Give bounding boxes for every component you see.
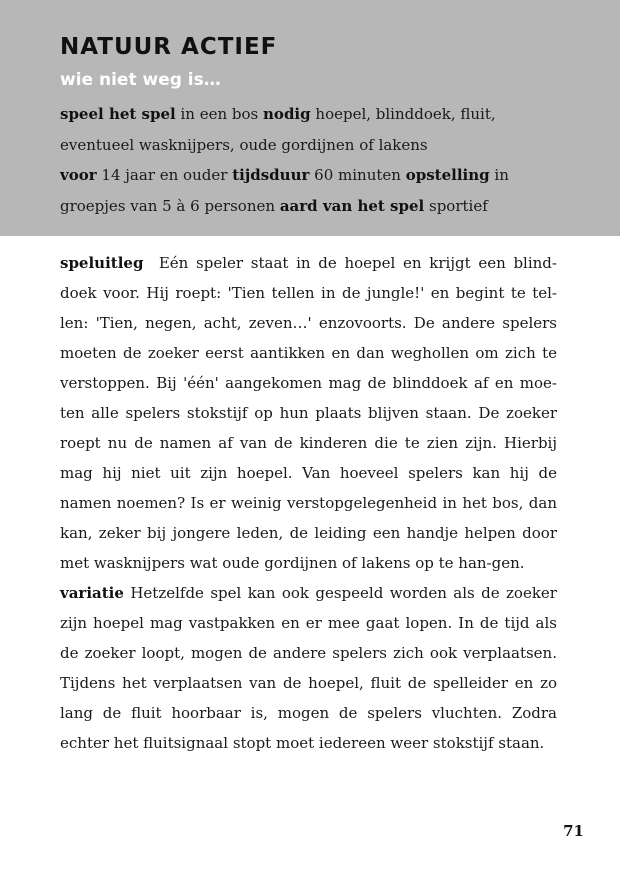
meta-label-nodig: nodig [263, 105, 311, 123]
variatie-text: Hetzelfde spel kan ook gespeeld worden als de zoeker zijn hoepel mag vastpakken en er mee gaat lopen. In de tijd als de zoeker loopt, mogen de andere spelers zich ook verplaatsen. Tijdens het verplaatsen van de hoepel, fluit de spelleider en zo lang de fluit hoorbaar is, mogen de spelers vluchten. Zodra echter het fluitsignaal stopt moet iedereen weer stokstijf staan. [60, 584, 557, 752]
speluitleg-text: Eén speler staat in de hoepel en krijgt een blind-doek voor. Hij roept: 'Tien tellen in de jungle!' en begint te tel-len: 'Tien, negen, acht, zeven…' enzovoorts. De andere spelers moeten de zoeker eerst aantikken en dan weghollen om zich te verstoppen. Bij 'één' aangekomen mag de blinddoek af en moe-ten alle spelers stokstijf op hun plaats blijven staan. De zoeker roept nu de namen af van de kinderen die te zien zijn. Hierbij mag hij niet uit zijn hoepel. Van hoeveel spelers kan hij de namen noemen? Is er weinig verstopgelegenheid in het bos, dan kan, zeker bij jongere leden, de leiding een handje helpen door met wasknijpers wat oude gordijnen of lakens op te han-gen. [60, 254, 557, 572]
speluitleg-label: speluitleg [60, 254, 144, 272]
section-title: NATUUR ACTIEF [60, 34, 278, 60]
meta-label-aard: aard van het spel [279, 196, 425, 215]
game-description [60, 248, 557, 758]
variatie-label: variatie [60, 584, 124, 602]
variatie-paragraph [60, 578, 557, 758]
meta-label-voor: voor [60, 166, 97, 184]
game-title: wie niet weg is… [60, 70, 221, 90]
speluitleg-paragraph [60, 248, 557, 578]
meta-value-tijdsduur: 60 minuten [314, 166, 401, 184]
meta-value-aard: sportief [429, 196, 488, 215]
meta-value-voor: 14 jaar en ouder [101, 166, 228, 184]
meta-label-opstelling: opstelling [405, 166, 490, 184]
page-number: 71 [563, 822, 584, 840]
game-meta [60, 99, 560, 221]
meta-value-spel: in een bos [180, 105, 259, 123]
header-band [0, 0, 620, 236]
meta-value-opstelling: in groepjes van 5 à 6 personen [60, 166, 509, 215]
meta-label-tijdsduur: tijdsduur [232, 166, 310, 184]
meta-value-nodig: hoepel, blinddoek, fluit, eventueel wasknijpers, oude gordijnen of lakens [60, 105, 496, 154]
meta-label-spel: speel het spel [60, 105, 176, 123]
